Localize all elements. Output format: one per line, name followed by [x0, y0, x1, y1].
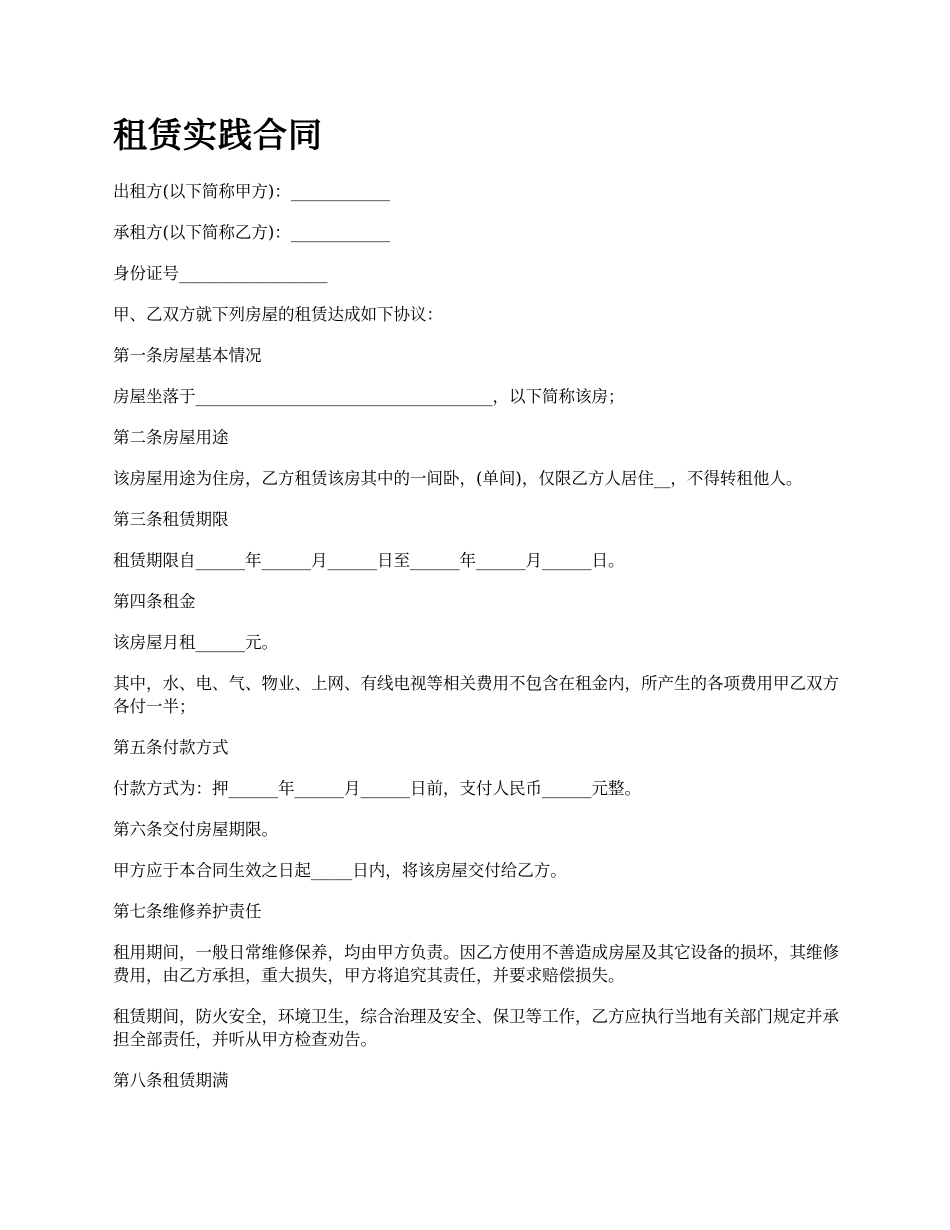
agreement-intro: 甲、乙双方就下列房屋的租赁达成如下协议：: [113, 305, 443, 324]
article-7-text: 租用期间，一般日常维修保养，均由甲方负责。因乙方使用不善造成房屋及其它设备的损坏，其维修费用，由乙方承担，重大损失，甲方将追究其责任，并要求赔偿损失。: [113, 943, 839, 985]
article-7-heading: 第七条维修养护责任: [113, 902, 262, 921]
article-4-heading: 第四条租金: [113, 592, 196, 611]
document-title: 租赁实践合同: [113, 116, 323, 156]
article-6-heading: 第六条交付房屋期限。: [113, 820, 278, 839]
article-4-fees: 其中，水、电、气、物业、上网、有线电视等相关费用不包含在租金内，所产生的各项费用甲乙双方各付一半；: [113, 674, 839, 716]
article-7-safety: 租赁期间，防火安全，环境卫生，综合治理及安全、保卫等工作，乙方应执行当地有关部门规定并承担全部责任，并听从甲方检查劝告。: [113, 1007, 839, 1049]
article-1-heading: 第一条房屋基本情况: [113, 346, 262, 365]
article-2-text: 该房屋用途为住房，乙方租赁该房其中的一间卧，(单间)，仅限乙方人居住__，不得转租他人。: [113, 469, 803, 488]
article-5-heading: 第五条付款方式: [113, 738, 229, 757]
article-5-text: 付款方式为：押______年______月______日前，支付人民币______元整。: [113, 779, 641, 798]
article-6-text: 甲方应于本合同生效之日起_____日内，将该房屋交付给乙方。: [113, 861, 567, 880]
article-3-text: 租赁期限自______年______月______日至______年______月______日。: [113, 551, 625, 570]
lessee-line: 承租方(以下简称乙方)：____________: [113, 223, 390, 242]
id-number-line: 身份证号__________________: [113, 264, 328, 283]
article-1-text: 房屋坐落于____________________________________，以下简称该房；: [113, 387, 625, 406]
lessor-line: 出租方(以下简称甲方)：____________: [113, 182, 390, 201]
article-3-heading: 第三条租赁期限: [113, 510, 229, 529]
article-2-heading: 第二条房屋用途: [113, 428, 229, 447]
article-4-text: 该房屋月租______元。: [113, 633, 278, 652]
article-8-heading: 第八条租赁期满: [113, 1071, 229, 1090]
document-page: [113, 112, 841, 1110]
